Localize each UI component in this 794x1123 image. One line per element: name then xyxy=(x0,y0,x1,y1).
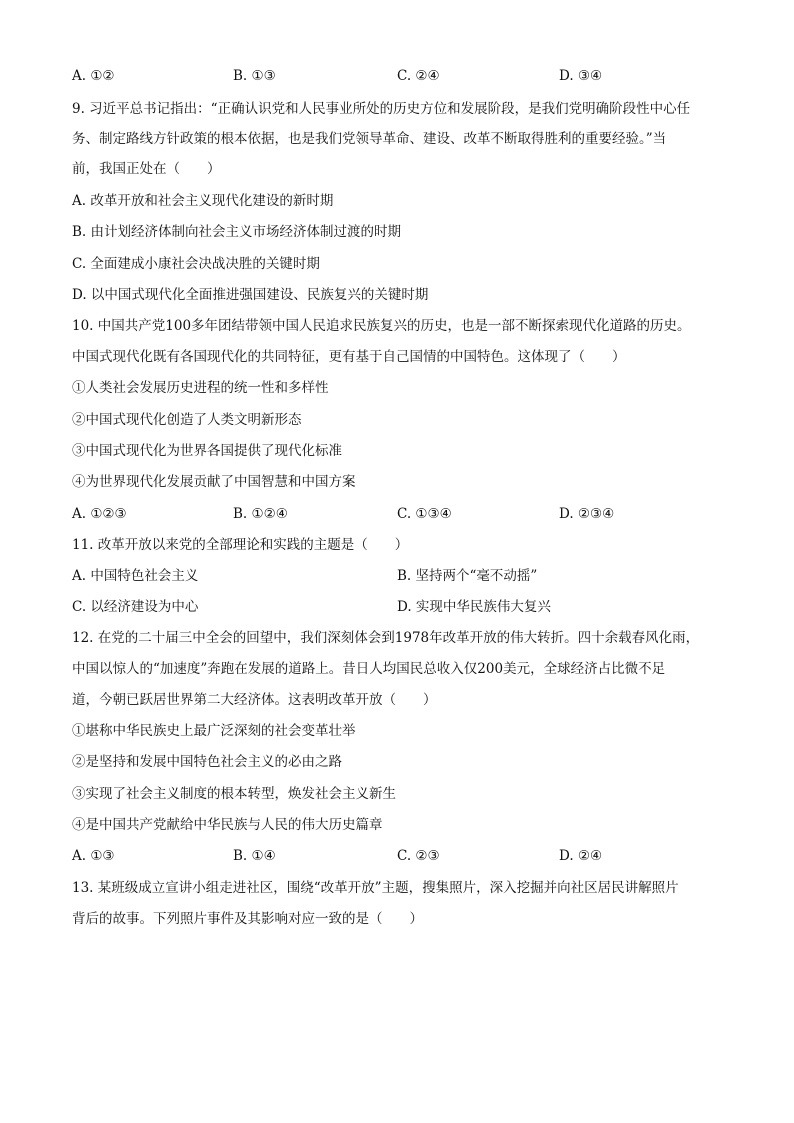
q10-statement-2: ②中国式现代化创造了人类文明新形态 xyxy=(72,412,302,428)
q12-stem-line-3: 道，今朝已跃居世界第二大经济体。这表明改革开放（ ） xyxy=(72,692,437,708)
q10-stem-line-1: 10. 中国共产党100多年团结带领中国人民追求民族复兴的历史，也是一部不断探索现代化道路的历史。 xyxy=(72,318,691,334)
q8-option-a: A. ①② xyxy=(72,68,115,84)
q12-statement-2: ②是坚持和发展中国特色社会主义的必由之路 xyxy=(72,754,342,770)
q10-option-d: D. ②③④ xyxy=(559,506,615,522)
q12-stem-line-2: 中国以惊人的“加速度”奔跑在发展的道路上。昔日人均国民总收入仅200美元，全球经济占比微不足 xyxy=(72,661,666,677)
q9-stem-line-3: 前，我国正处在（ ） xyxy=(72,161,221,177)
q12-option-a: A. ①③ xyxy=(72,848,115,864)
q10-stem-line-2: 中国式现代化既有各国现代化的共同特征，更有基于自己国情的中国特色。这体现了（ ） xyxy=(72,349,626,365)
q12-option-d: D. ②④ xyxy=(559,848,603,864)
q9-option-d: D. 以中国式现代化全面推进强国建设、民族复兴的关键时期 xyxy=(72,287,429,303)
q12-statement-4: ④是中国共产党献给中华民族与人民的伟大历史篇章 xyxy=(72,817,383,833)
q13-stem-line-2: 背后的故事。下列照片事件及其影响对应一致的是（ ） xyxy=(72,911,423,927)
q10-option-b: B. ①②④ xyxy=(233,506,288,522)
q12-statement-1: ①堪称中华民族史上最广泛深刻的社会变革壮举 xyxy=(72,723,356,739)
q8-option-d: D. ③④ xyxy=(559,68,603,84)
q13-stem-line-1: 13. 某班级成立宣讲小组走进社区，围绕“改革开放”主题，搜集照片，深入挖掘并向社区居民讲解照片 xyxy=(72,880,679,896)
q12-statement-3: ③实现了社会主义制度的根本转型，焕发社会主义新生 xyxy=(72,786,396,802)
q10-statement-1: ①人类社会发展历史进程的统一性和多样性 xyxy=(72,380,329,396)
q10-statement-3: ③中国式现代化为世界各国提供了现代化标准 xyxy=(72,443,342,459)
q10-statement-4: ④为世界现代化发展贡献了中国智慧和中国方案 xyxy=(72,474,356,490)
q11-stem: 11. 改革开放以来党的全部理论和实践的主题是（ ） xyxy=(72,537,409,553)
q12-option-c: C. ②③ xyxy=(397,848,440,864)
q9-option-c: C. 全面建成小康社会决战决胜的关键时期 xyxy=(72,256,320,272)
q11-option-c: C. 以经济建设为中心 xyxy=(72,599,199,615)
q9-stem-line-1: 9. 习近平总书记指出：“正确认识党和人民事业所处的历史方位和发展阶段，是我们党明确阶段性中心任 xyxy=(72,101,691,117)
q12-stem-line-1: 12. 在党的二十届三中全会的回望中，我们深刻体会到1978年改革开放的伟大转折。四十余载春风化雨， xyxy=(72,630,700,646)
q9-option-b: B. 由计划经济体制向社会主义市场经济体制过渡的时期 xyxy=(72,224,402,240)
q10-option-c: C. ①③④ xyxy=(397,506,452,522)
q9-option-a: A. 改革开放和社会主义现代化建设的新时期 xyxy=(72,193,334,209)
q11-option-d: D. 实现中华民族伟大复兴 xyxy=(397,599,551,615)
q10-option-a: A. ①②③ xyxy=(72,506,127,522)
q8-option-c: C. ②④ xyxy=(397,68,440,84)
q9-stem-line-2: 务、制定路线方针政策的根本依据，也是我们党领导革命、建设、改革不断取得胜利的重要经验。”当 xyxy=(72,131,667,147)
q8-option-b: B. ①③ xyxy=(233,68,276,84)
q11-option-a: A. 中国特色社会主义 xyxy=(72,568,199,584)
q11-option-b: B. 坚持两个“毫不动摇” xyxy=(397,568,538,584)
q12-option-b: B. ①④ xyxy=(233,848,276,864)
